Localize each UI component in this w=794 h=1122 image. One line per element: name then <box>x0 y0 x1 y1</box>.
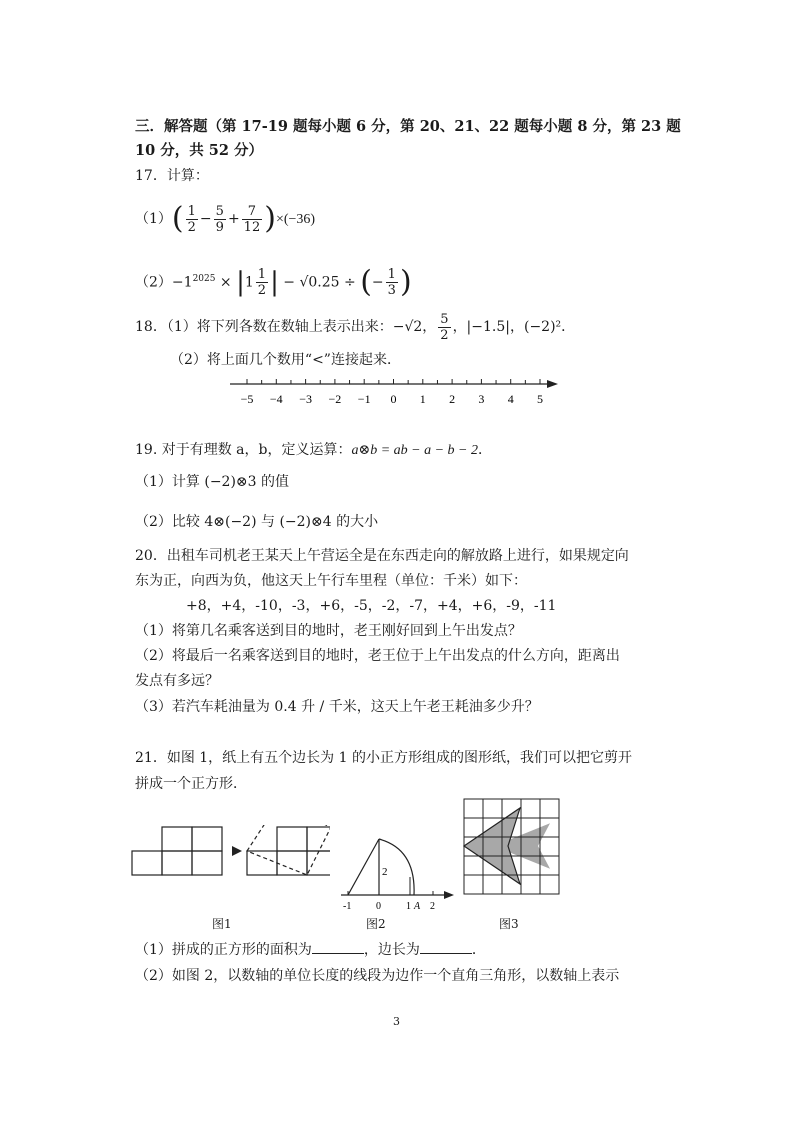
number-line-label: 3 <box>478 392 485 406</box>
fig1-square <box>192 827 222 851</box>
left-paren-icon: ( <box>171 201 184 236</box>
numerator: 1 <box>387 267 396 283</box>
q17-part1-label: （1） <box>135 211 172 227</box>
q20-part2a: （2）将最后一名乘客送到目的地时，老王位于上午出发点的什么方向，距离出 <box>135 648 620 664</box>
number-line-label: 5 <box>537 392 543 406</box>
fraction-5-9 <box>214 204 226 235</box>
numerator: 1 <box>257 267 267 283</box>
mixed-whole: 1 <box>244 274 254 291</box>
number-line-label: −5 <box>240 392 254 406</box>
fraction-7-12 <box>242 204 263 235</box>
fig2-caption: 图2 <box>366 917 386 931</box>
q18-part1 <box>135 310 575 344</box>
q20-line2: 东为正，向西为负，他这天上午行车里程（单位：千米）如下： <box>135 573 527 589</box>
section-heading-line1: 三．解答题（第 17-19 题每小题 6 分，第 20、21、22 题每小题 8 分，第 23 题 <box>135 118 681 135</box>
fig3-grid-cell <box>464 875 483 894</box>
number-line-label: −4 <box>269 392 283 406</box>
section-heading-line2: 10 分，共 52 分） <box>135 142 264 159</box>
q20-part3: （3）若汽车耗油量为 0.4 升 / 千米，这天上午老王耗油多少升？ <box>135 699 539 715</box>
q17-part2-mid: − √0.25 ÷ <box>278 274 361 291</box>
numerator: 5 <box>215 203 224 219</box>
fig3-grid-cell <box>540 837 559 856</box>
figure-1 <box>130 825 330 905</box>
q21-part2: （2）如图 2，以数轴的单位长度的线段为边作一个直角三角形，以数轴上表示 <box>135 968 620 984</box>
fig3-grid-cell <box>521 799 540 818</box>
fig2-label-zero: 0 <box>376 901 381 912</box>
fig1-square <box>162 827 192 851</box>
arrow-right-icon <box>547 380 558 388</box>
abs-bar-right-icon: | <box>270 267 279 298</box>
q20-line1: 20．出租车司机老王某天上午营运全是在东西走向的解放路上进行，如果规定向 <box>135 548 629 564</box>
denominator: 2 <box>257 283 267 299</box>
fig1-square <box>162 851 192 875</box>
number-line <box>225 372 565 408</box>
q19-title-end: ． <box>478 442 493 458</box>
fig3-grid-cell <box>483 875 502 894</box>
numerator: 7 <box>242 204 263 220</box>
denominator: 3 <box>387 283 396 299</box>
minus-sign: − <box>199 211 212 227</box>
q20-part1: （1）将第几名乘客送到目的地时，老王刚好回到上午出发点？ <box>135 623 522 639</box>
q21-part1-a: （1）拼成的正方形的面积为 <box>135 942 312 958</box>
abs-bar-left-icon: | <box>236 267 245 298</box>
answer-blank-side[interactable] <box>420 941 472 954</box>
q19-title-text: 19. 对于有理数 a，b，定义运算： <box>135 442 352 458</box>
figure-2 <box>336 825 461 915</box>
fig1b-square <box>307 851 330 875</box>
fig2-label-side: 2 <box>382 866 388 878</box>
q17-title: 17．计算： <box>135 168 209 184</box>
q18-part1-text: 18．（1）将下列各数在数轴上表示出来：−√2， <box>135 319 437 335</box>
arrow-head-icon <box>232 846 242 856</box>
fig3-caption: 图3 <box>499 917 519 931</box>
q21-part1-c: ． <box>471 942 486 958</box>
fig1-caption: 图1 <box>212 917 232 931</box>
fig2-label-a: A <box>414 901 421 912</box>
fraction-1-2-mixed <box>256 267 268 298</box>
fig2-label-neg1: -1 <box>343 901 352 912</box>
number-line-label: −1 <box>357 392 371 406</box>
q20-data: +8，+4，-10，-3，+6，-5，-2，-7，+4，+6，-9，-11 <box>186 598 557 614</box>
q17-part2-label: （2） <box>135 274 172 291</box>
denominator: 2 <box>187 219 196 235</box>
right-paren-icon: ) <box>264 201 276 236</box>
fig1b-square <box>307 827 330 851</box>
q19-part1: （1）计算 (−2)⊗3 的值 <box>135 474 290 490</box>
left-paren-icon: ( <box>360 264 372 300</box>
fig1-square <box>132 851 162 875</box>
number-line-label: 0 <box>390 392 397 406</box>
denominator: 12 <box>243 219 261 235</box>
denominator: 9 <box>215 219 224 235</box>
times-sign: × <box>215 274 237 291</box>
fig1b-square <box>277 827 307 851</box>
q20-part2b: 发点有多远？ <box>135 673 219 689</box>
q17-part2-head: −1 <box>171 274 193 291</box>
q21-part1 <box>135 940 486 960</box>
q21-line1: 21．如图 1，纸上有五个边长为 1 的小正方形组成的图形纸，我们可以把它剪开 <box>135 750 632 766</box>
denominator: 2 <box>440 327 449 343</box>
fig3-grid-cell <box>464 856 483 875</box>
fig1-dashed-square <box>247 825 330 875</box>
right-paren-icon: ) <box>399 264 412 300</box>
number-line-label: 4 <box>507 392 514 406</box>
fig2-label-one: 1 <box>406 901 411 912</box>
numerator: 1 <box>187 203 196 219</box>
plus-sign: + <box>227 211 240 227</box>
fraction-1-2 <box>186 204 198 235</box>
exponent: 2025 <box>192 274 216 284</box>
q18-part1-tail: ，|−1.5|，(−2)²． <box>452 319 576 335</box>
q21-line2: 拼成一个正方形． <box>135 776 247 792</box>
fig1b-square <box>277 851 307 875</box>
fraction-5-2 <box>438 312 450 343</box>
fraction-1-3 <box>386 267 398 298</box>
q19-definition: a⊗b = ab − a − b − 2 <box>351 443 479 458</box>
q17-part2: $(2)-1^{2025} \times |1$ $\frac{1}{2}$ | − √0.25 ÷ (− $\frac{1}{3}$ ) <box>135 264 412 300</box>
number-line-label: 1 <box>419 392 426 406</box>
fig2-hypotenuse <box>348 839 379 895</box>
fig3-grid-cell <box>521 875 540 894</box>
numerator: 5 <box>440 311 449 327</box>
q21-part1-b: ，边长为 <box>363 942 420 958</box>
q18-part2: （2）将上面几个数用“<”连接起来． <box>170 352 401 368</box>
q19-part2: （2）比较 4⊗(−2) 与 (−2)⊗4 的大小 <box>135 514 379 530</box>
figure-3 <box>462 798 568 898</box>
number-line-label: −2 <box>328 392 342 406</box>
q17-part1-tail: ×(−36) <box>275 212 316 227</box>
q17-part1 <box>135 200 315 238</box>
fig3-grid-cell <box>464 799 483 818</box>
answer-blank-area[interactable] <box>312 941 364 954</box>
fig1b-square <box>247 851 277 875</box>
fig1-square <box>192 851 222 875</box>
fig3-grid-cell <box>464 818 483 837</box>
fig2-label-two: 2 <box>430 901 435 912</box>
fig3-grid-cell <box>483 799 502 818</box>
number-line-label: −3 <box>299 392 312 406</box>
page-number: 3 <box>393 1015 400 1028</box>
fig3-grid-cell <box>540 875 559 894</box>
arrow-right-icon <box>444 891 454 899</box>
number-line-label: 2 <box>449 392 456 406</box>
fig3-grid-cell <box>540 799 559 818</box>
q19-title <box>135 440 492 461</box>
